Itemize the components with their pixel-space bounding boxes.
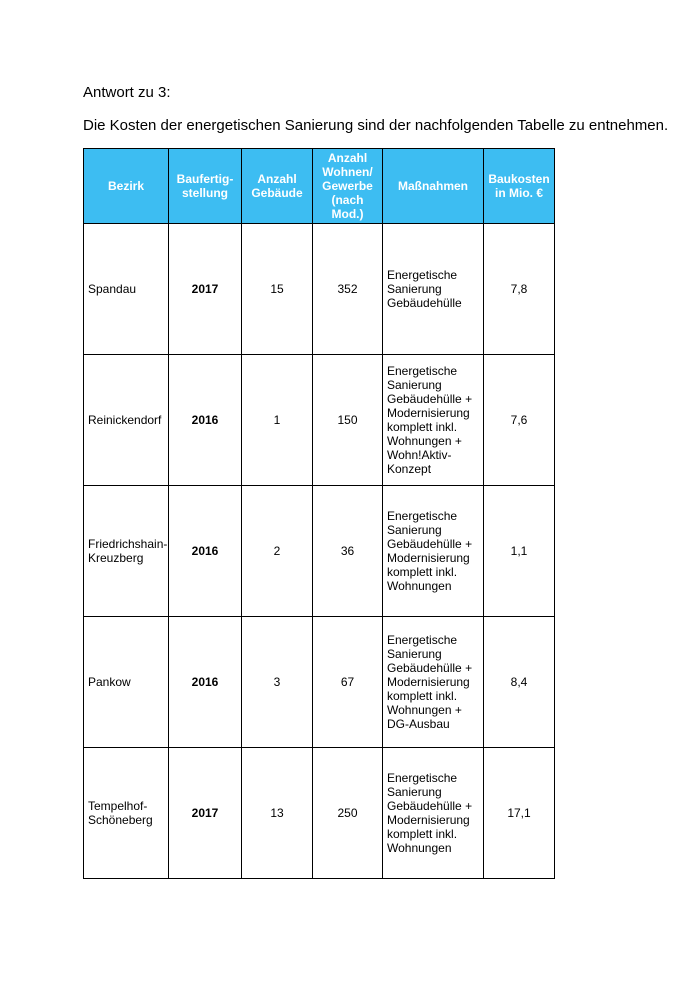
cell-baukosten: 7,6 <box>484 355 555 486</box>
table-header <box>84 149 555 224</box>
cell-baukosten: 17,1 <box>484 748 555 879</box>
cell-anzahl-gebaeude: 15 <box>242 224 313 355</box>
header-row <box>84 149 555 224</box>
cell-baufertigstellung: 2016 <box>169 355 242 486</box>
header-cell-bezirk: Bezirk <box>84 149 169 224</box>
header-cell-anzahl-wohnen-gewerbe: Anzahl Wohnen/ Gewerbe (nach Mod.) <box>313 149 383 224</box>
header-cell-baukosten: Baukosten in Mio. € <box>484 149 555 224</box>
cell-baukosten: 1,1 <box>484 486 555 617</box>
cell-baufertigstellung: 2017 <box>169 224 242 355</box>
cell-baufertigstellung: 2016 <box>169 617 242 748</box>
table-row <box>84 617 555 748</box>
table-row <box>84 224 555 355</box>
header-cell-massnahmen: Maßnahmen <box>383 149 484 224</box>
table-row <box>84 355 555 486</box>
cell-massnahmen: Energetische Sanierung Gebäudehülle + Modernisierung komplett inkl. Wohnungen <box>383 486 484 617</box>
cell-bezirk: Friedrichshain- Kreuzberg <box>84 486 169 617</box>
intro-text: Die Kosten der energetischen Sanierung sind der nachfolgenden Tabelle zu entnehmen. <box>83 117 669 134</box>
cell-bezirk: Reinickendorf <box>84 355 169 486</box>
cell-anzahl-gebaeude: 1 <box>242 355 313 486</box>
renovation-costs-table <box>83 148 555 879</box>
header-cell-baufertigstellung: Baufertig- stellung <box>169 149 242 224</box>
cell-anzahl-wohnen-gewerbe: 67 <box>313 617 383 748</box>
table-body <box>84 224 555 879</box>
cell-anzahl-wohnen-gewerbe: 352 <box>313 224 383 355</box>
cell-bezirk: Spandau <box>84 224 169 355</box>
cell-baukosten: 8,4 <box>484 617 555 748</box>
cell-anzahl-gebaeude: 3 <box>242 617 313 748</box>
cell-massnahmen: Energetische Sanierung Gebäudehülle + Modernisierung komplett inkl. Wohnungen + DG-Ausbau <box>383 617 484 748</box>
cell-anzahl-gebaeude: 13 <box>242 748 313 879</box>
cell-massnahmen: Energetische Sanierung Gebäudehülle + Modernisierung komplett inkl. Wohnungen <box>383 748 484 879</box>
cell-baufertigstellung: 2016 <box>169 486 242 617</box>
answer-heading: Antwort zu 3: <box>83 84 171 101</box>
cell-anzahl-wohnen-gewerbe: 250 <box>313 748 383 879</box>
cell-baukosten: 7,8 <box>484 224 555 355</box>
cell-anzahl-wohnen-gewerbe: 150 <box>313 355 383 486</box>
cell-massnahmen: Energetische Sanierung Gebäudehülle <box>383 224 484 355</box>
cell-massnahmen: Energetische Sanierung Gebäudehülle + Modernisierung komplett inkl. Wohnungen + Wohn!Aktiv- Konzept <box>383 355 484 486</box>
cell-bezirk: Pankow <box>84 617 169 748</box>
header-cell-anzahl-gebaeude: Anzahl Gebäude <box>242 149 313 224</box>
cell-baufertigstellung: 2017 <box>169 748 242 879</box>
table-row <box>84 748 555 879</box>
table-row <box>84 486 555 617</box>
cell-anzahl-gebaeude: 2 <box>242 486 313 617</box>
cell-bezirk: Tempelhof- Schöneberg <box>84 748 169 879</box>
cell-anzahl-wohnen-gewerbe: 36 <box>313 486 383 617</box>
